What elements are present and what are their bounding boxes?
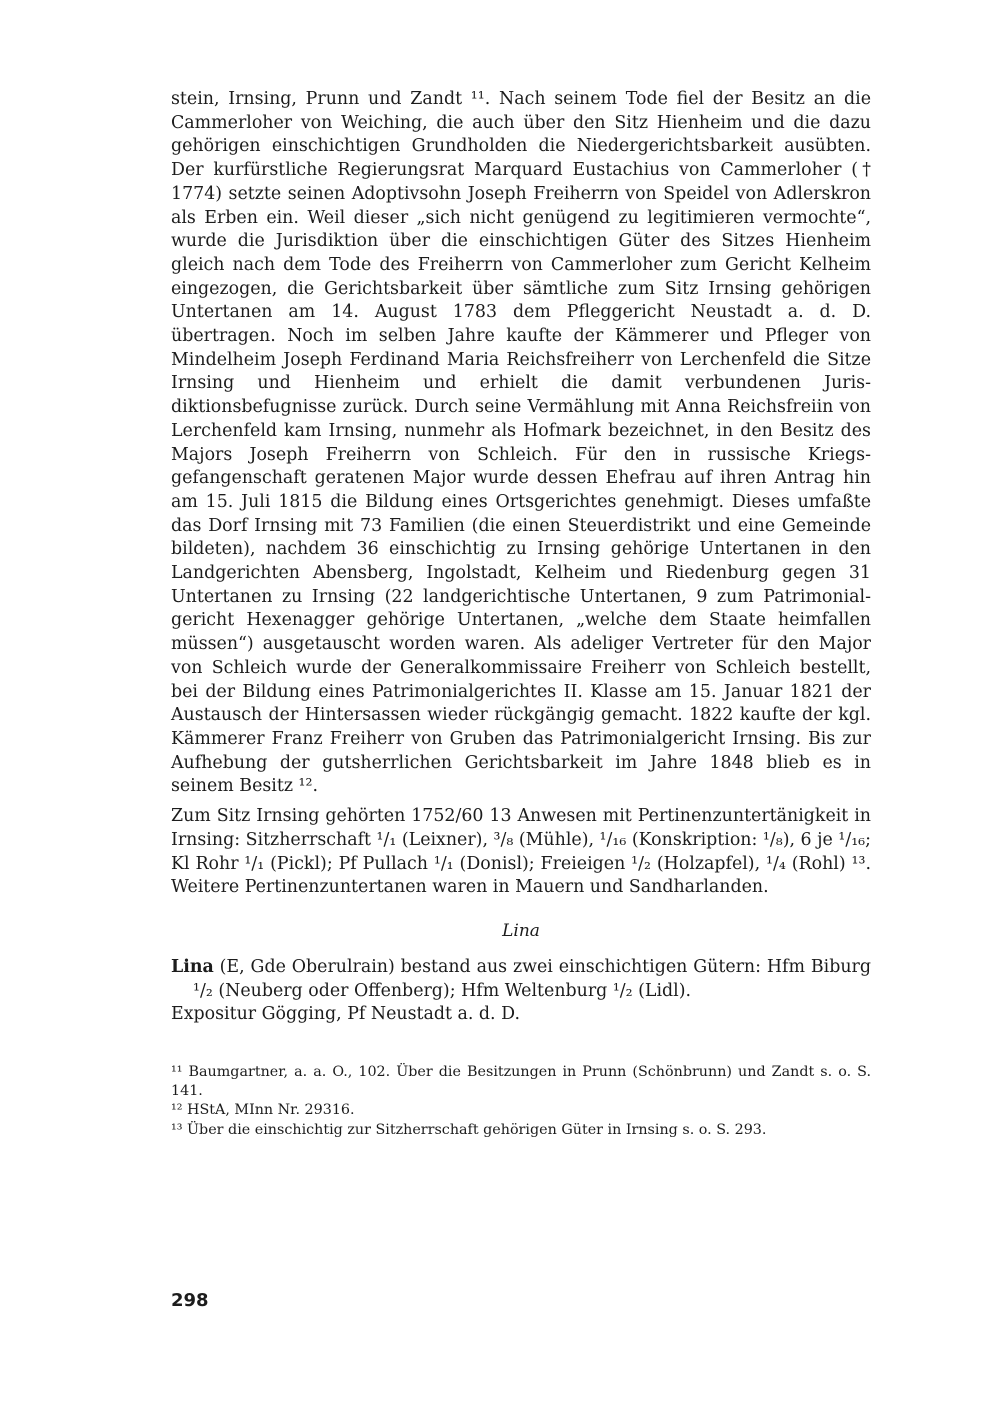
entry-lemma: Lina <box>171 956 214 977</box>
body-paragraph-2: Zum Sitz Irnsing gehörten 1752/60 13 Anwesen mit Pertinenzuntertänigkeit in Irnsing: Sitzherrschaft ¹/₁ (Leixner), ³/₈ (Mühle), ¹/₁₆ (Konskription: ¹/₈), 6 je ¹/₁₆; Kl Rohr ¹/₁ (Pickl); Pf Pullach ¹/₁ (Donisl); Freieigen ¹/₂ (Holzapfel), ¹/₄ (Rohl) ¹³. Weitere Pertinenzuntertanen waren in Mauern und Sandharlanden. <box>171 806 871 898</box>
footnote-13: ¹³ Über die einschichtig zur Sitzherrschaft gehörigen Güter in Irnsing s. o. S. 293. <box>171 1121 767 1138</box>
section-heading: Lina <box>502 920 540 941</box>
entry-text: (E, Gde Oberulrain) bestand aus zwei einschichtigen Gütern: Hfm Biburg ¹/₂ (Neuberg oder Offenberg); Hfm Weltenburg ¹/₂ (Lidl). <box>193 956 871 1001</box>
place-entry <box>171 956 871 1027</box>
footnote-11: ¹¹ Baumgartner, a. a. O., 102. Über die Besitzungen in Prunn (Schönbrunn) und Zandt s. o. S. 141. <box>171 1064 871 1100</box>
page-content <box>171 88 871 1140</box>
footnote-12: ¹² HStA, MInn Nr. 29316. <box>171 1102 355 1119</box>
body-paragraph-1: stein, Irnsing, Prunn und Zandt ¹¹. Nach seinem Tode fiel der Besitz an die Cammerloher von Weiching, die auch über den Sitz Hienheim und die dazu gehörigen einschichtigen Grundholden die Niedergerichtsbarkeit ausübten. Der kurfürstliche Regierungsrat Marquard Eustachius von Cammerloher († 1774) setzte seinen Adoptivsohn Joseph Freiherrn von Speidel von Adlerskron als Erben ein. Weil dieser „sich nicht genügend zu legitimieren vermochte“, wurde die Jurisdiktion über die einschichtigen Güter des Sitzes Hienheim gleich nach dem Tode des Freiherrn von Cammerloher zum Gericht Kelheim eingezogen, die Gerichtsbarkeit über sämtliche zum Sitz Irnsing gehörigen Untertanen am 14. August 1783 dem Pfleggericht Neustadt a. d. D. übertragen. Noch im selben Jahre kaufte der Kämmerer und Pfleger von Mindelheim Joseph Ferdinand Maria Reichsfreiherr von Lerchenfeld die Sitze Irnsing und Hienheim und erhielt die damit verbundenen Jurisdiktionsbefugnisse zurück. Durch seine Vermählung mit Anna Reichsfreiin von Lerchenfeld kam Irnsing, nunmehr als Hofmark bezeichnet, in den Besitz des Majors Joseph Freiherrn von Schleich. Für den in russische Kriegsgefangenschaft geratenen Major wurde dessen Ehefrau auf ihren Antrag hin am 15. Juli 1815 die Bildung eines Ortsgerichtes genehmigt. Dieses umfaßte das Dorf Irnsing mit 73 Familien (die einen Steuerdistrikt und eine Gemeinde bildeten), nachdem 36 einschichtig zu Irnsing gehörige Untertanen in den Landgerichten Abensberg, Ingolstadt, Kelheim und Riedenburg gegen 31 Untertanen zu Irnsing (22 landgerichtische Untertanen, 9 zum Patrimonialgericht Hexenagger gehörige Untertanen, „welche dem Staate heimfallen müssen“) ausgetauscht worden waren. Als adeliger Vertreter für den Major von Schleich wurde der Generalkommissaire Freiherr von Schleich bestellt, bei der Bildung eines Patrimonialgerichtes II. Klasse am 15. Januar 1821 der Austausch der Hintersassen wieder rückgängig gemacht. 1822 kaufte der kgl. Kämmerer Franz Freiherr von Gruben das Patrimonialgericht Irnsing. Bis zur Aufhebung der gutsherrlichen Gerichtsbarkeit im Jahre 1848 blieb es in seinem Besitz ¹². <box>171 89 871 797</box>
entry-sub-line: Expositur Gögging, Pf Neustadt a. d. D. <box>171 1004 520 1025</box>
page-number: 298 <box>171 1290 209 1311</box>
footnotes <box>171 1063 871 1140</box>
